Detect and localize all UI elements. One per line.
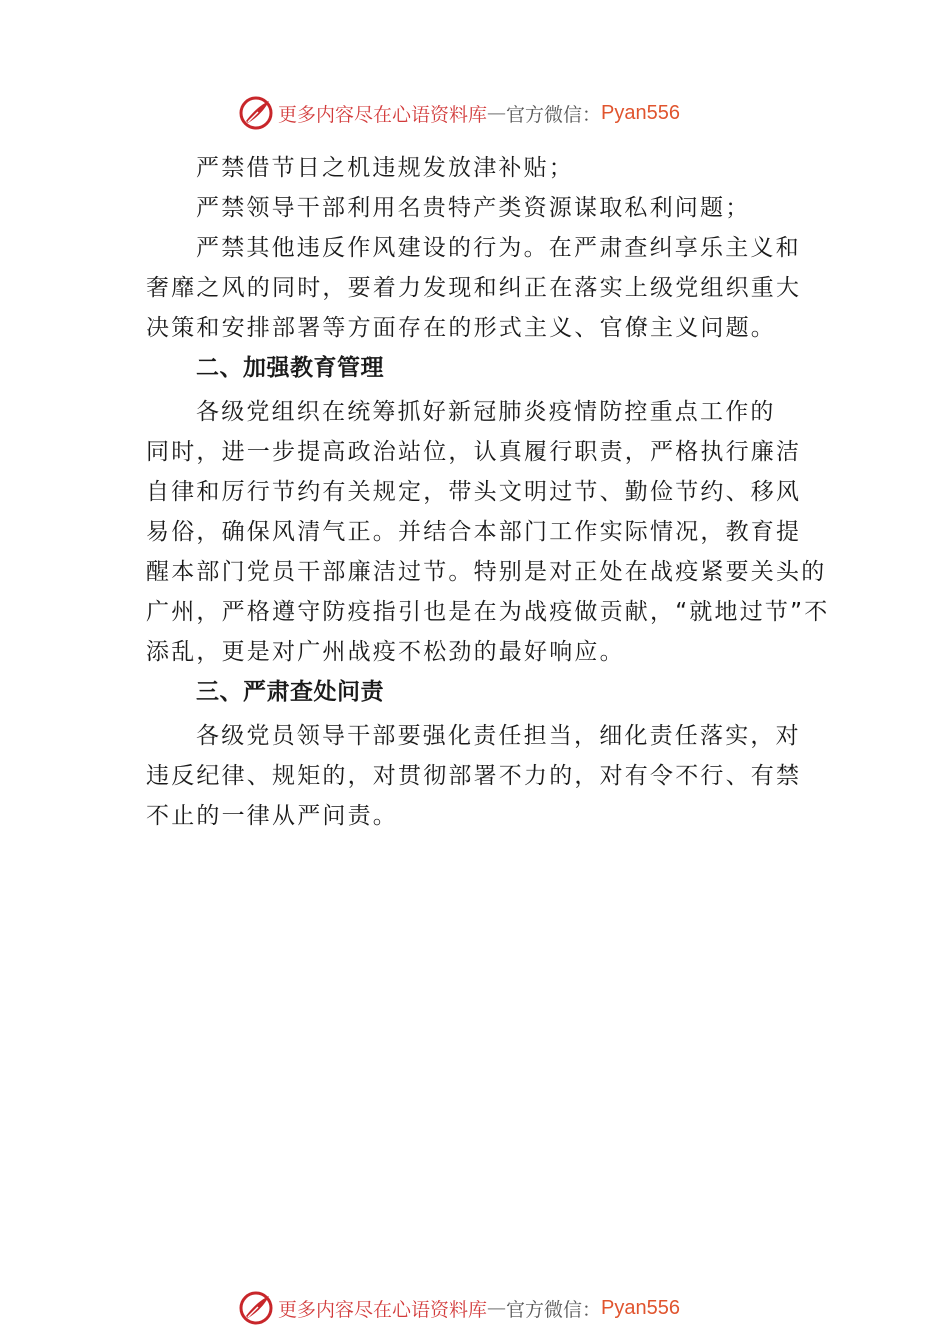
paragraph-line: 自律和厉行节约有关规定，带头文明过节、勤俭节约、移风	[146, 479, 802, 505]
paragraph-line: 各级党组织在统筹抓好新冠肺炎疫情防控重点工作的	[196, 399, 776, 425]
quill-logo-icon	[238, 1290, 274, 1326]
paragraph-line: 添乱，更是对广州战疫不松劲的最好响应。	[146, 639, 625, 665]
footer-banner-separator: —	[487, 1297, 507, 1319]
header-banner-separator: —	[487, 102, 507, 124]
footer-wechat-label: 官方微信：	[506, 1298, 602, 1321]
header-wechat-id: Pyan556	[601, 101, 680, 124]
paragraph-line: 违反纪律、规矩的，对贯彻部署不力的，对有令不行、有禁	[146, 763, 802, 789]
section-heading: 二、加强教育管理	[196, 355, 384, 381]
paragraph-line: 易俗，确保风清气正。并结合本部门工作实际情况，教育提	[146, 519, 802, 545]
paragraph-line: 醒本部门党员干部廉洁过节。特别是对正处在战疫紧要关头的	[146, 559, 827, 585]
header-banner	[238, 93, 758, 133]
quill-logo-icon	[238, 95, 274, 131]
header-wechat-label: 官方微信：	[506, 103, 602, 126]
paragraph-line: 严禁借节日之机违规发放津补贴；	[196, 155, 574, 181]
paragraph-line: 严禁领导干部利用名贵特产类资源谋取私利问题；	[196, 195, 751, 221]
document-body	[146, 148, 836, 836]
footer-banner	[238, 1288, 758, 1328]
paragraph-line: 同时，进一步提高政治站位，认真履行职责，严格执行廉洁	[146, 439, 802, 465]
paragraph-line: 决策和安排部署等方面存在的形式主义、官僚主义问题。	[146, 315, 776, 341]
paragraph-line: 严禁其他违反作风建设的行为。在严肃查纠享乐主义和	[196, 235, 801, 261]
footer-banner-text: 更多内容尽在心语资料库	[278, 1298, 488, 1321]
paragraph-line: 各级党员领导干部要强化责任担当，细化责任落实，对	[196, 723, 801, 749]
footer-wechat-id: Pyan556	[601, 1296, 680, 1319]
paragraph-line: 不止的一律从严问责。	[146, 803, 398, 829]
section-heading: 三、严肃查处问责	[196, 679, 384, 705]
header-banner-text: 更多内容尽在心语资料库	[278, 103, 488, 126]
paragraph-line: 广州，严格遵守防疫指引也是在为战疫做贡献，“就地过节”不	[146, 599, 830, 625]
paragraph-line: 奢靡之风的同时，要着力发现和纠正在落实上级党组织重大	[146, 275, 802, 301]
